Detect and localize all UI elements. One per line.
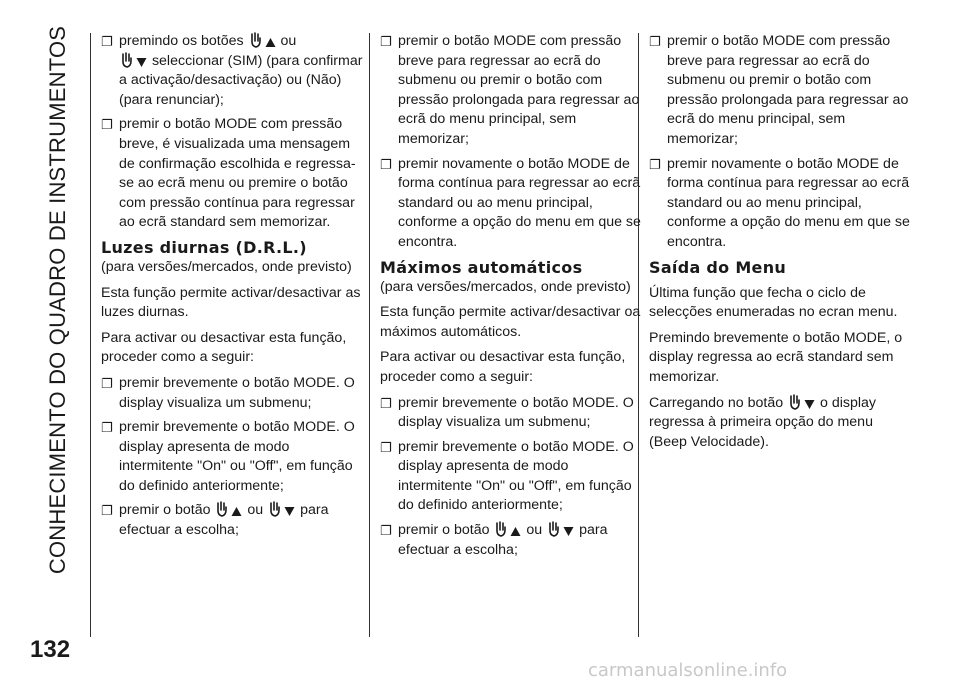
arrow-down-icon [563,526,574,537]
list-item: ❐ premir brevemente o botão MODE. O display visualiza um submenu; [380,394,642,433]
arrow-down-icon [804,399,815,410]
hand-press-icon [120,52,134,68]
section-heading: Máximos automáticos [380,257,583,277]
list-item: ❐ premir brevemente o botão MODE. O display apresenta de modo intermitente "On" ou "Off", em função do definido anteriormente; [101,418,363,496]
column-divider [369,33,370,637]
list-item: ❐ premir o botão MODE com pressão breve, é visualizada uma mensagem de confirmação escolhida e regressa-se ao ecrã menu ou premire o botão com pressão contínua para regressar ao ecrã standard sem memorizar. [101,115,363,233]
list-item: ❐ premir o botão MODE com pressão breve para regressar ao ecrã do submenu ou premir o botão com pressão prolongada para regressar ao ecrã do menu principal, sem memorizar; [380,32,642,150]
paragraph: Para activar ou desactivar esta função, proceder como a seguir: [101,329,347,366]
paragraph: Carregando no botão o display regressa à primeira opção do menu (Beep Velocidade). [649,394,877,450]
arrow-down-icon [284,506,295,517]
hand-press-icon [215,501,229,517]
column-3 [649,32,911,458]
availability-note: (para versões/mercados, onde previsto) [101,258,352,275]
hand-press-icon [268,501,282,517]
column-1 [101,32,363,546]
hand-press-icon [547,521,561,537]
list-item: ❐ premir novamente o botão MODE de forma contínua para regressar ao ecrã standard ou ao menu principal, conforme a opção do menu em que se encontra. [380,155,642,253]
paragraph: Esta função permite activar/desactivar as luzes diurnas. [101,284,361,321]
hand-press-icon [788,394,802,410]
section-heading: Saída do Menu [649,257,787,277]
column-divider [90,33,91,637]
page-number: 132 [30,636,71,663]
paragraph: Premindo brevemente o botão MODE, o display regressa ao ecrã standard sem memorizar. [649,329,903,385]
list-item: ❐ premir novamente o botão MODE de forma contínua para regressar ao ecrã standard ou ao menu principal, conforme a opção do menu em que se encontra. [649,155,911,253]
arrow-up-icon [510,526,521,537]
watermark: carmanualsonline.info [588,660,788,681]
arrow-up-icon [231,506,242,517]
list-item: ❐ premir brevemente o botão MODE. O display visualiza um submenu; [101,374,363,413]
hand-press-icon [249,32,263,48]
availability-note: (para versões/mercados, onde previsto) [380,278,631,295]
arrow-down-icon [136,57,147,68]
hand-press-icon [494,521,508,537]
arrow-up-icon [265,37,276,48]
list-item: ❐ premir o botão MODE com pressão breve para regressar ao ecrã do submenu ou premir o botão com pressão prolongada para regressar ao ecrã do menu principal, sem memorizar; [649,32,911,150]
list-item: ❐ premindo os botões ou seleccionar (SIM) (para confirmar a activação/desactivação) ou (Não) (para renunciar); [101,32,363,110]
list-item: ❐ premir o botão ou para efectuar a escolha; [380,521,642,560]
column-2 [380,32,642,565]
paragraph: Última função que fecha o ciclo de selecções enumeradas no ecran menu. [649,284,898,321]
list-item: ❐ premir brevemente o botão MODE. O display apresenta de modo intermitente "On" ou "Off", em função do definido anteriormente; [380,438,642,516]
paragraph: Para activar ou desactivar esta função, proceder como a seguir: [380,349,626,385]
paragraph: Esta função permite activar/desactivar oa máximos automáticos. [380,304,641,340]
side-section-title: CONHECIMENTO DO QUADRO DE INSTRUMENTOS [45,25,71,575]
list-item: ❐ premir o botão ou para efectuar a escolha; [101,501,363,540]
section-heading: Luzes diurnas (D.R.L.) [101,237,307,257]
